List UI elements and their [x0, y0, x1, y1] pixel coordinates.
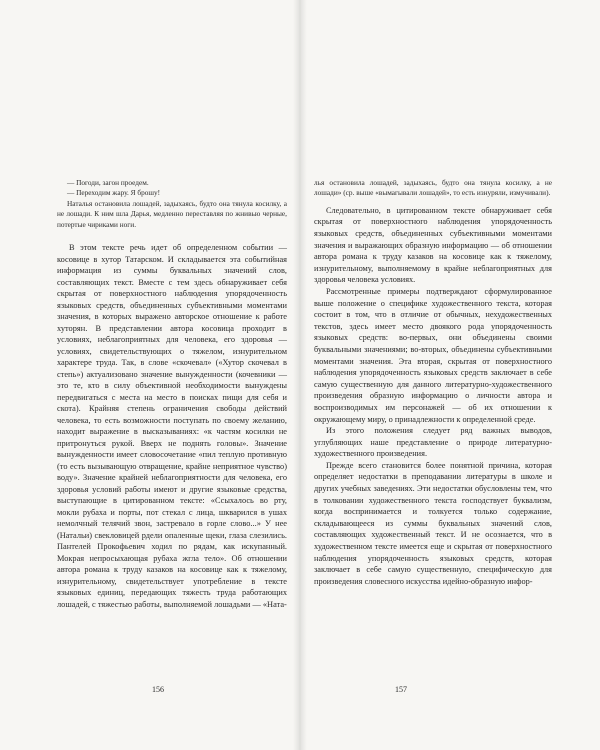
right-page-text — [314, 178, 552, 587]
dialog-line: — Погоди, загон проедем. — [67, 178, 149, 187]
body-paragraph: Из этого положения следует ряд важных выводов, углубляющих наше представление о природе литературно-художественного произведения. — [314, 426, 552, 459]
right-body — [314, 205, 552, 588]
left-page-text — [57, 178, 287, 610]
right-page — [300, 0, 600, 750]
right-dialog-block — [314, 178, 552, 199]
dialog-continuation: лья остановила лошадей, задыхаясь, будто она тянула косилку, а не лошади» (ср. выше «вымагывали лошадей», то есть изнуряли, измучивали). — [314, 178, 552, 198]
body-paragraph: Следовательно, в цитированном тексте обнаруживает себя скрытая от поверхностного наблюдения упорядоченность языковых средств, объединенных субъективными моментами значения и выражающих образную информацию — об отношении автора романа к труду казаков на косовице как к тяжелому, изнурительному, выполняемому в крайне неблагоприятных для здоровья человека условиях. — [314, 205, 552, 285]
body-paragraph: В этом тексте речь идет об определенном событии — косовице в хутор Татарском. И складывается эта событийная информация из суммы буквальных значений слов, составляющих текст. Вместе с тем здесь обнаруживает себя скрытая от поверхностного наблюдения упорядоченность языковых средств, объединенных субъективными моментами значения, в которых выражено авторское отношение к работе хуторян. В представлении автора косовица проходит в условиях, неблагоприятных для человека, его здоровья — условиях, свидетельствующих о тяжелом, изнурительном характере труда. Так, в слове «скочевал» («Хутор скочевал в степь») актуализовано значение вынужденности (кочевники — это те, кто в силу объективной необходимости вынуждены передвигаться с места на место в поисках пищи для себя и скота). Крайняя степень ограничения свободы действий человека, то есть возможности поступать по своему желанию, находит выражение в высказываниях: «к частям косилки не притронуться рукой. Вверх не поднять головы». Значение вынужденности имеет словосочетание «пил теплую противную (то есть вызывающую отвращение, крайне неприятное чувство) воду». Значение крайней неблагоприятности для человека, его здоровья условий работы имеют и другие языковые средства, выступающие в цитированном тексте: «Ссыхалось во рту, мокли рубаха и порты, пот стекал с лица, шкварился в ушах немолчный телячий звон, застревало в горле слово...» У нее (Натальи) свекловицей рдели опаленные щеки, глаза слезились. Пантелей Прокофьевич ходил по рядам, как искупанный. Мокрая непросыхающая рубаха жгла тело». Об отношении автора романа к труду казаков на косовице как к тяжелому, изнурительному, свидетельствует употребление в тексте языковых единиц, передающих тяжесть труда работающих лошадей, с тяжестью работы, выполняемой лошадьми — «Ната- — [57, 243, 287, 609]
page-number: 157 — [395, 685, 407, 694]
body-paragraph: Прежде всего становится более понятной причина, которая определяет недостатки в преподавании литературы в школе и других учебных заведениях. Эти недостатки обусловлены тем, что в толковании художественного текста господствует буквализм, когда воспринимается и толкуется только содержание, складывающееся из суммы буквальных значений слов, составляющих художественный текст. И не осознается, что в художественном тексте имеется еще и скрытая от поверхностного наблюдения упорядоченность языковых средств, которая заключает в себе самую существенную, специфическую для произведения словесного искусства идейно-образную инфор- — [314, 460, 552, 586]
body-paragraph: Рассмотренные примеры подтверждают сформулированное выше положение о специфике художественного текста, которая состоит в том, что в отличие от обычных, нехудожественных текстов, здесь имеет место двоякого рода упорядоченность языковых средств: во-первых, они объединены своими буквальными значениями; во-вторых, объединены субъективными моментами значения. Эта вторая, скрытая от поверхностного наблюдения упорядоченность языковых средств заключает в себе самую существенную для данного литературно-художественного произведения образную информацию о личности автора и воспроизводимых им персонажей — об их отношении к окружающему миру, о принадлежности к определенной среде. — [314, 286, 552, 424]
dialog-line: — Переходим жару. Я брошу! — [67, 188, 161, 198]
page-number: 156 — [152, 685, 164, 694]
dialog-line: Наталья остановила лошадей, задыхаясь, будто она тянула косилку, а не лошади. К ним шла Дарья, медленно переставляя по жнивью черные, потертые чириками ноги. — [57, 198, 287, 229]
left-body — [57, 242, 287, 610]
left-dialog-block — [57, 178, 287, 230]
